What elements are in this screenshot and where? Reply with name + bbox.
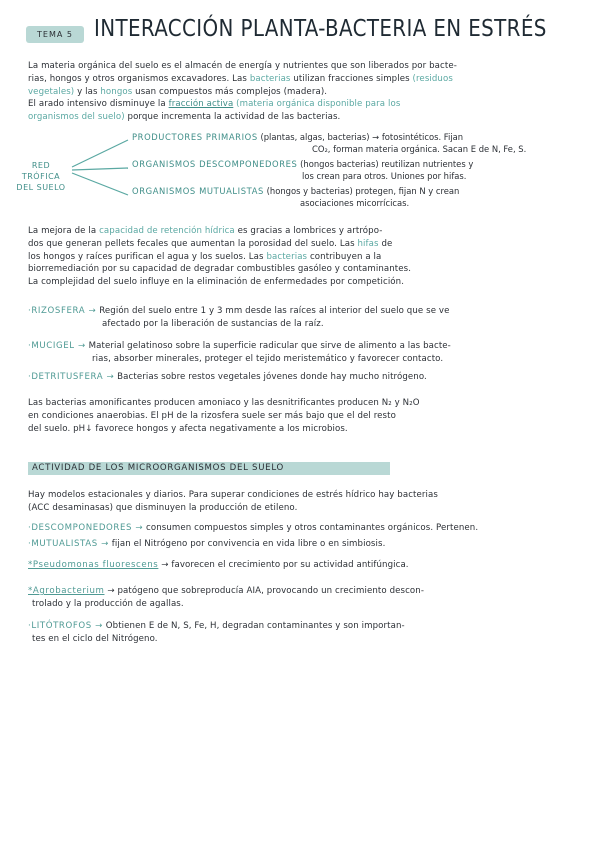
page-title: INTERACCIÓN PLANTA-BACTERIA EN ESTRÉS — [94, 14, 547, 42]
def-pseudomonas: *Pseudomonas fluorescens → favorecen el crecimiento por su actividad antifúngica. — [28, 560, 409, 570]
branch-mutualistas: ORGANISMOS MUTUALISTAS (hongos y bacterias) protegen, fijan N y crean asociaciones micorrícicas. — [132, 186, 460, 208]
water-retention-paragraph: La mejora de la capacidad de retención hídrica es gracias a lombrices y artrópo- dos que generan pellets fecales que aumentan la porosidad del suelo. Las hifas de los hongos y raíces purifican el agua y los suelos. Las bacterias contribuyen a la biorremediación por su capacidad de degradar combustibles gasóleo y contaminantes. La complejidad del suelo influye en la eliminación de enfermedades por competición. — [28, 226, 412, 288]
intro-line-1: La materia orgánica del suelo es el almacén de energía y nutrientes que son liberados por bacte- — [28, 61, 457, 71]
section-heading: ACTIVIDAD DE LOS MICROORGANISMOS DEL SUELO — [28, 462, 390, 475]
intro-line-5: organismos del suelo) porque incrementa la actividad de las bacterias. — [28, 112, 341, 123]
rizosfera-ph-paragraph: Las bacterias amonificantes producen amoniaco y las desnitrificantes producen N₂ y N₂O en condiciones anaerobias. El pH de la rizosfera suele ser más bajo que el del resto del suelo. pH↓ favorece hongos y afecta negativamente a los microbios. — [28, 398, 420, 434]
branch-productores: PRODUCTORES PRIMARIOS (plantas, algas, bacterias) → fotosintéticos. Fijan CO₂, forman materia orgánica. Sacan E de N, Fe, S. — [132, 132, 527, 154]
def-agrobacterium: *Agrobacterium → patógeno que sobreproducía AIA, provocando un crecimiento descon- trolado y la producción de agallas. — [28, 586, 425, 609]
section2-intro: Hay modelos estacionales y diarios. Para superar condiciones de estrés hídrico hay bacterias (ACC desaminasas) que disminuyen la producción de etileno. — [28, 490, 438, 513]
def-descomponedores: ·DESCOMPONEDORES → consumen compuestos simples y otros contaminantes orgánicos. Pertenen. — [28, 523, 479, 533]
intro-line-4: El arado intensivo disminuye la fracción activa (materia orgánica disponible para los — [28, 99, 401, 110]
def-rizosfera: ·RIZOSFERA → Región del suelo entre 1 y 3 mm desde las raíces al interior del suelo que se ve afectado por la liberación de sustancias de la raíz. — [28, 306, 450, 329]
def-mutualistas: ·MUTUALISTAS → fijan el Nitrógeno por convivencia en vida libre o en simbiosis. — [28, 539, 386, 549]
intro-line-3: vegetales) y las hongos usan compuestos más complejos (madera). — [28, 86, 328, 97]
def-litotrofos: ·LITÓTROFOS → Obtienen E de N, S, Fe, H, degradan contaminantes y son importan- tes en el ciclo del Nitrógeno. — [28, 621, 405, 644]
topic-tag: TEMA 5 — [26, 26, 84, 43]
def-detritusfera: ·DETRITUSFERA → Bacterias sobre restos vegetales jóvenes donde hay mucho nitrógeno. — [28, 372, 427, 382]
intro-line-2: rias, hongos y otros organismos excavadores. Las bacterias utilizan fracciones simples (residuos — [28, 73, 453, 84]
def-mucigel: ·MUCIGEL → Material gelatinoso sobre la superficie radicular que sirve de alimento a las bacte- rias, absorber minerales, proteger el tejido meristemático y favorecer contacto. — [28, 341, 451, 364]
branch-descomponedores: ORGANISMOS DESCOMPONEDORES (hongos bacterias) reutilizan nutrientes y los crean para otros. Uniones por hifas. — [132, 159, 474, 181]
trophic-web-root: RED TRÓFICA DEL SUELO — [16, 161, 66, 192]
